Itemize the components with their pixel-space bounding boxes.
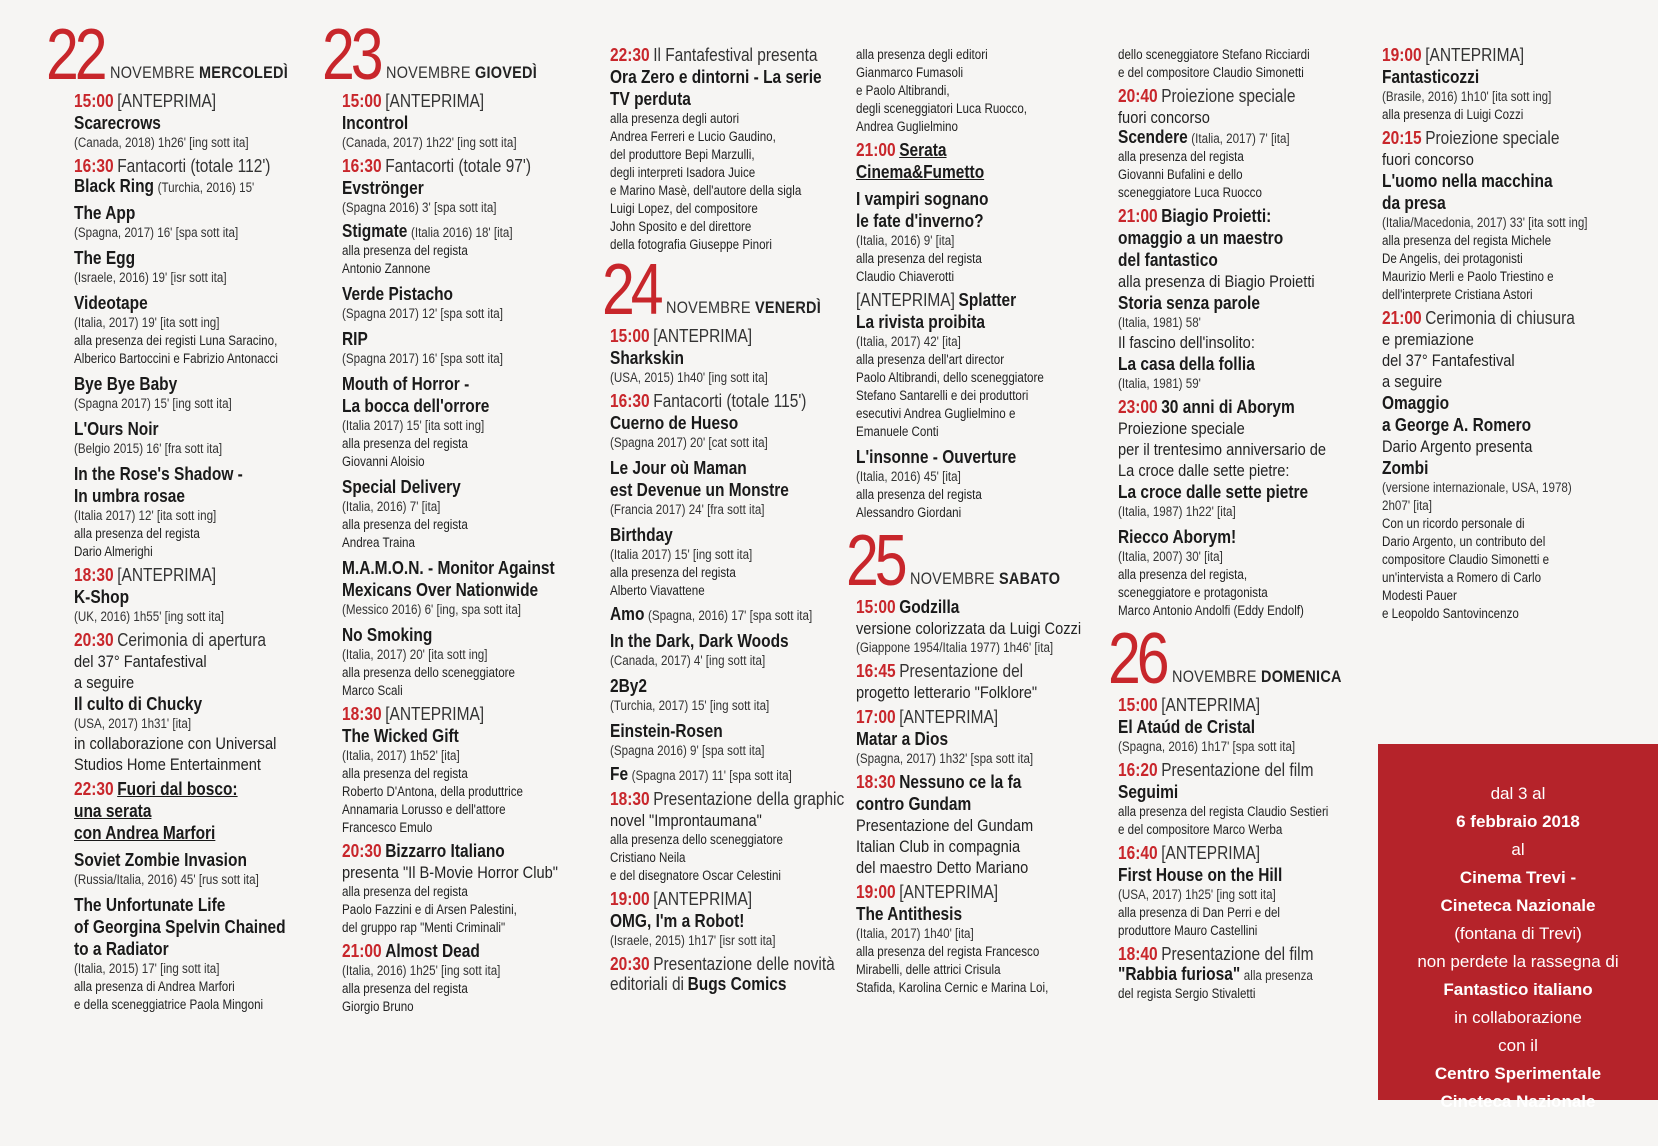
promo-line: in collaborazione: [1454, 1008, 1582, 1027]
event: 20:15 Proiezione speciale fuori concorso L'uomo nella macchina da presa (Italia/Macedonia, 2017) 33' [ita sott ing] alla presenza del regista Michele De Angelis, dei protagonisti Maurizio Merli e Paolo Triestino e dell'interprete Cristiana Astori: [1382, 128, 1588, 302]
event: I vampiri sognano le fate d'inverno? (Italia, 2016) 9' [ita] alla presenza del regista Claudio Chiaverotti: [856, 189, 989, 284]
event: 16:30 Fantacorti (totale 112') Black Ring (Turchia, 2016) 15': [74, 156, 271, 196]
event: Mouth of Horror - La bocca dell'orrore (Italia 2017) 15' [ita sott ing] alla presenza del regista Giovanni Aloisio: [342, 374, 490, 469]
event: The App (Spagna, 2017) 16' [spa sott ita]: [74, 203, 239, 240]
event: Riecco Aborym! (Italia, 2007) 30' [ita] alla presenza del regista, sceneggiatore e protagonista Marco Antonio Andolfi (Eddy Endolf): [1118, 527, 1304, 618]
event: Soviet Zombie Invasion (Russia/Italia, 2016) 45' [rus sott ita]: [74, 850, 259, 887]
event: 15:00 [ANTEPRIMA] Incontrol (Canada, 2017) 1h22' [ing sott ita]: [342, 91, 517, 150]
event: 20:30 Cerimonia di apertura del 37° Fantafestival a seguire Il culto di Chucky (USA, 2017) 1h31' [ita] in collaborazione con Universal Studios Home Entertainment: [74, 630, 277, 774]
day-number: 24: [602, 250, 660, 330]
event: 17:00 [ANTEPRIMA] Matar a Dios (Spagna, 2017) 1h32' [spa sott ita]: [856, 707, 1034, 766]
event: 21:00 Cerimonia di chiusura e premiazione del 37° Fantafestival a seguire Omaggio a George A. Romero Dario Argento presenta Zombi (versione internazionale, USA, 1978) 2h07' [ita] Con un ricordo personale di Dario Argento, un contributo del compositore Claudio Simonetti e un'intervista a Romero di Carlo Modesti Pauer e Leopoldo Santovincenzo: [1382, 308, 1575, 621]
event: Special Delivery (Italia, 2016) 7' [ita] alla presenza del regista Andrea Traina: [342, 477, 468, 550]
event: The Unfortunate Life of Georgina Spelvin Chained to a Radiator (Italia, 2015) 17' [ing sott ita] alla presenza di Andrea Marfori e della sceneggiatrice Paola Mingoni: [74, 895, 286, 1012]
event: 16:30 Fantacorti (totale 115') Cuerno de Hueso (Spagna 2017) 20' [cat sott ita]: [610, 391, 807, 450]
promo-line: al Cinema Trevi -: [1459, 840, 1577, 887]
day-month: NOVEMBRE MERCOLEDÌ: [110, 63, 289, 82]
column-26-continued: [1382, 46, 1637, 628]
promo-line: con il: [1498, 1036, 1538, 1055]
day-number: 25: [846, 521, 904, 601]
event: 21:00 Serata Cinema&Fumetto: [856, 140, 985, 182]
event: 15:00 [ANTEPRIMA] Sharkskin (USA, 2015) 1h40' [ing sott ita]: [610, 326, 768, 385]
event: 22:30 Fuori dal bosco: una serata con Andrea Marfori: [74, 779, 238, 843]
event: 21:00 Almost Dead (Italia, 2016) 1h25' [ing sott ita] alla presenza del regista Giorgio Bruno: [342, 941, 501, 1014]
day-month: NOVEMBRE GIOVEDÌ: [386, 63, 538, 82]
event: 15:00 [ANTEPRIMA] Scarecrows (Canada, 2018) 1h26' [ing sott ita]: [74, 91, 249, 150]
event: 21:00 Biagio Proietti: omaggio a un maestro del fantastico alla presenza di Biagio Proietti Storia senza parole (Italia, 1981) 58' Il fascino dell'insolito: La casa della follia (Italia, 1981) 59': [1118, 206, 1315, 391]
event: 18:30 [ANTEPRIMA] K-Shop (UK, 2016) 1h55' [ing sott ita]: [74, 565, 225, 624]
event: [ANTEPRIMA] Splatter La rivista proibita (Italia, 2017) 42' [ita] alla presenza dell'art director Paolo Altibrandi, dello sceneggiatore Stefano Santarelli e dei produttori esecutivi Andrea Guglielmino e Emanuele Conti: [856, 290, 1044, 439]
event: dello sceneggiatore Stefano Ricciardi e del compositore Claudio Simonetti: [1118, 47, 1310, 80]
day-number: 22: [46, 15, 104, 95]
event: 18:30 [ANTEPRIMA] The Wicked Gift (Italia, 2017) 1h52' [ita] alla presenza del regista Roberto D'Antona, della produttrice Annamaria Lorusso e dell'attore Francesco Emulo: [342, 704, 523, 835]
promo-line: Centro Sperimentale: [1434, 1064, 1602, 1083]
event: 15:00 [ANTEPRIMA] El Ataúd de Cristal (Spagna, 2016) 1h17' [spa sott ita]: [1118, 695, 1296, 754]
event: alla presenza degli editori Gianmarco Fumasoli e Paolo Altibrandi, degli sceneggiatori Luca Ruocco, Andrea Guglielmino: [856, 47, 1028, 134]
day-header-22: [46, 15, 311, 95]
event: RIP (Spagna 2017) 16' [spa sott ita]: [342, 329, 503, 366]
day-month: NOVEMBRE DOMENICA: [1172, 667, 1342, 686]
event: Stigmate (Italia 2016) 18' [ita] alla presenza del regista Antonio Zannone: [342, 221, 513, 276]
day-header-24: [602, 250, 850, 330]
event: Fe (Spagna 2017) 11' [spa sott ita]: [610, 764, 792, 784]
event: 19:00 [ANTEPRIMA] OMG, I'm a Robot! (Israele, 2015) 1h17' [isr sott ita]: [610, 889, 776, 948]
event: 23:00 30 anni di Aborym Proiezione speciale per il trentesimo anniversario de La croce dalle sette pietre: La croce dalle sette pietre (Italia, 1987) 1h22' [ita]: [1118, 397, 1327, 519]
event: No Smoking (Italia, 2017) 20' [ita sott ing] alla presenza dello sceneggiatore Marco Scali: [342, 625, 515, 698]
event: 22:30 Il Fantafestival presenta Ora Zero e dintorni - La serie TV perduta alla presenza degli autori Andrea Ferreri e Lucio Gaudino, del produttore Bepi Marzulli, degli interpreti Isadora Juice e Marino Masè, dell'autore della sigla Luigi Lopez, del compositore John Sposito e del direttore della fotografia Giuseppe Pinori: [610, 45, 822, 252]
day-month: NOVEMBRE SABATO: [910, 569, 1061, 588]
event: Le Jour où Maman est Devenue un Monstre (Francia 2017) 24' [fra sott ita]: [610, 458, 789, 517]
column-25: [846, 46, 1096, 1002]
event: Videotape (Italia, 2017) 19' [ita sott ing] alla presenza dei registi Luna Saracino, Alberico Bartoccini e Fabrizio Antonacci: [74, 293, 278, 366]
column-24: [602, 45, 850, 1000]
column-22: [46, 15, 311, 1019]
event: 19:00 [ANTEPRIMA] Fantasticozzi (Brasile, 2016) 1h10' [ita sott ing] alla presenza di Luigi Cozzi: [1382, 45, 1552, 122]
column-23: [322, 15, 592, 1021]
event: The Egg (Israele, 2016) 19' [isr sott ita]: [74, 248, 227, 285]
event: Einstein-Rosen (Spagna 2016) 9' [spa sott ita]: [610, 721, 765, 758]
promo-line: Cineteca Nazionale: [1440, 896, 1596, 915]
event: Amo (Spagna, 2016) 17' [spa sott ita]: [610, 604, 813, 624]
promo-line: Cineteca Nazionale: [1440, 1092, 1596, 1111]
event: 18:40 Presentazione del film "Rabbia furiosa" alla presenza del regista Sergio Stivaletti: [1118, 944, 1314, 1001]
event: Verde Pistacho (Spagna 2017) 12' [spa sott ita]: [342, 284, 503, 321]
event: 15:00 Godzilla versione colorizzata da Luigi Cozzi (Giappone 1954/Italia 1977) 1h46' [ita]: [856, 597, 1082, 655]
event: Bye Bye Baby (Spagna 2017) 15' [ing sott ita]: [74, 374, 232, 411]
day-number: 23: [322, 15, 380, 95]
column-26: [1108, 46, 1363, 1008]
day-header-25: [846, 521, 1096, 601]
event: In the Rose's Shadow - In umbra rosae (Italia 2017) 12' [ita sott ing] alla presenza del regista Dario Almerighi: [74, 464, 243, 559]
promo-line: dal 3 al 6 febbraio 2018: [1456, 784, 1580, 831]
event: L'insonne - Ouverture (Italia, 2016) 45' [ita] alla presenza del regista Alessandro Giordani: [856, 447, 1017, 520]
event: Birthday (Italia 2017) 15' [ing sott ita] alla presenza del regista Alberto Viavattene: [610, 525, 753, 598]
day-header-23: [322, 15, 592, 95]
event: 16:45 Presentazione del progetto letterario "Folklore": [856, 661, 1038, 702]
event: L'Ours Noir (Belgio 2015) 16' [fra sott ita]: [74, 419, 223, 456]
promo-box: [1378, 744, 1658, 1111]
event: 20:30 Presentazione delle novità editoriali di Bugs Comics: [610, 954, 835, 994]
event: 16:30 Fantacorti (totale 97') Evströnger (Spagna 2016) 3' [spa sott ita]: [342, 156, 531, 215]
day-month: NOVEMBRE VENERDÌ: [666, 298, 822, 317]
promo-line: non perdete la rassegna di: [1417, 952, 1619, 971]
event: 19:00 [ANTEPRIMA] The Antithesis (Italia, 2017) 1h40' [ita] alla presenza del regista Francesco Mirabelli, delle attrici Crisula Stafida, Karolina Cernic e Marina Loi,: [856, 882, 1049, 995]
event: 16:20 Presentazione del film Seguimi alla presenza del regista Claudio Sestieri e del compositore Marco Werba: [1118, 760, 1329, 837]
event: 20:30 Bizzarro Italiano presenta "Il B-Movie Horror Club" alla presenza del regista Paolo Fazzini e di Arsen Palestini, del gruppo rap "Menti Criminali": [342, 841, 558, 935]
promo-line: (fontana di Trevi): [1454, 924, 1582, 943]
event: 18:30 Nessuno ce la fa contro Gundam Presentazione del Gundam Italian Club in compagnia del maestro Detto Mariano: [856, 772, 1034, 877]
day-header-26: [1108, 619, 1363, 699]
promo-line: Fantastico italiano: [1443, 980, 1593, 999]
event: 2By2 (Turchia, 2017) 15' [ing sott ita]: [610, 676, 770, 713]
event: 16:40 [ANTEPRIMA] First House on the Hill (USA, 2017) 1h25' [ing sott ita] alla presenza di Dan Perri e del produttore Mauro Castellini: [1118, 843, 1283, 938]
day-number: 26: [1108, 619, 1166, 699]
event: 20:40 Proiezione speciale fuori concorso Scendere (Italia, 2017) 7' [ita] alla presenza del regista Giovanni Bufalini e dello sceneggiatore Luca Ruocco: [1118, 86, 1296, 200]
event: M.A.M.O.N. - Monitor Against Mexicans Over Nationwide (Messico 2016) 6' [ing, spa sott ita]: [342, 558, 555, 617]
event: In the Dark, Dark Woods (Canada, 2017) 4' [ing sott ita]: [610, 631, 789, 668]
event: 18:30 Presentazione della graphic novel "Improntaumana" alla presenza dello sceneggiatore Cristiano Neila e del disegnatore Oscar Celestini: [610, 789, 845, 883]
